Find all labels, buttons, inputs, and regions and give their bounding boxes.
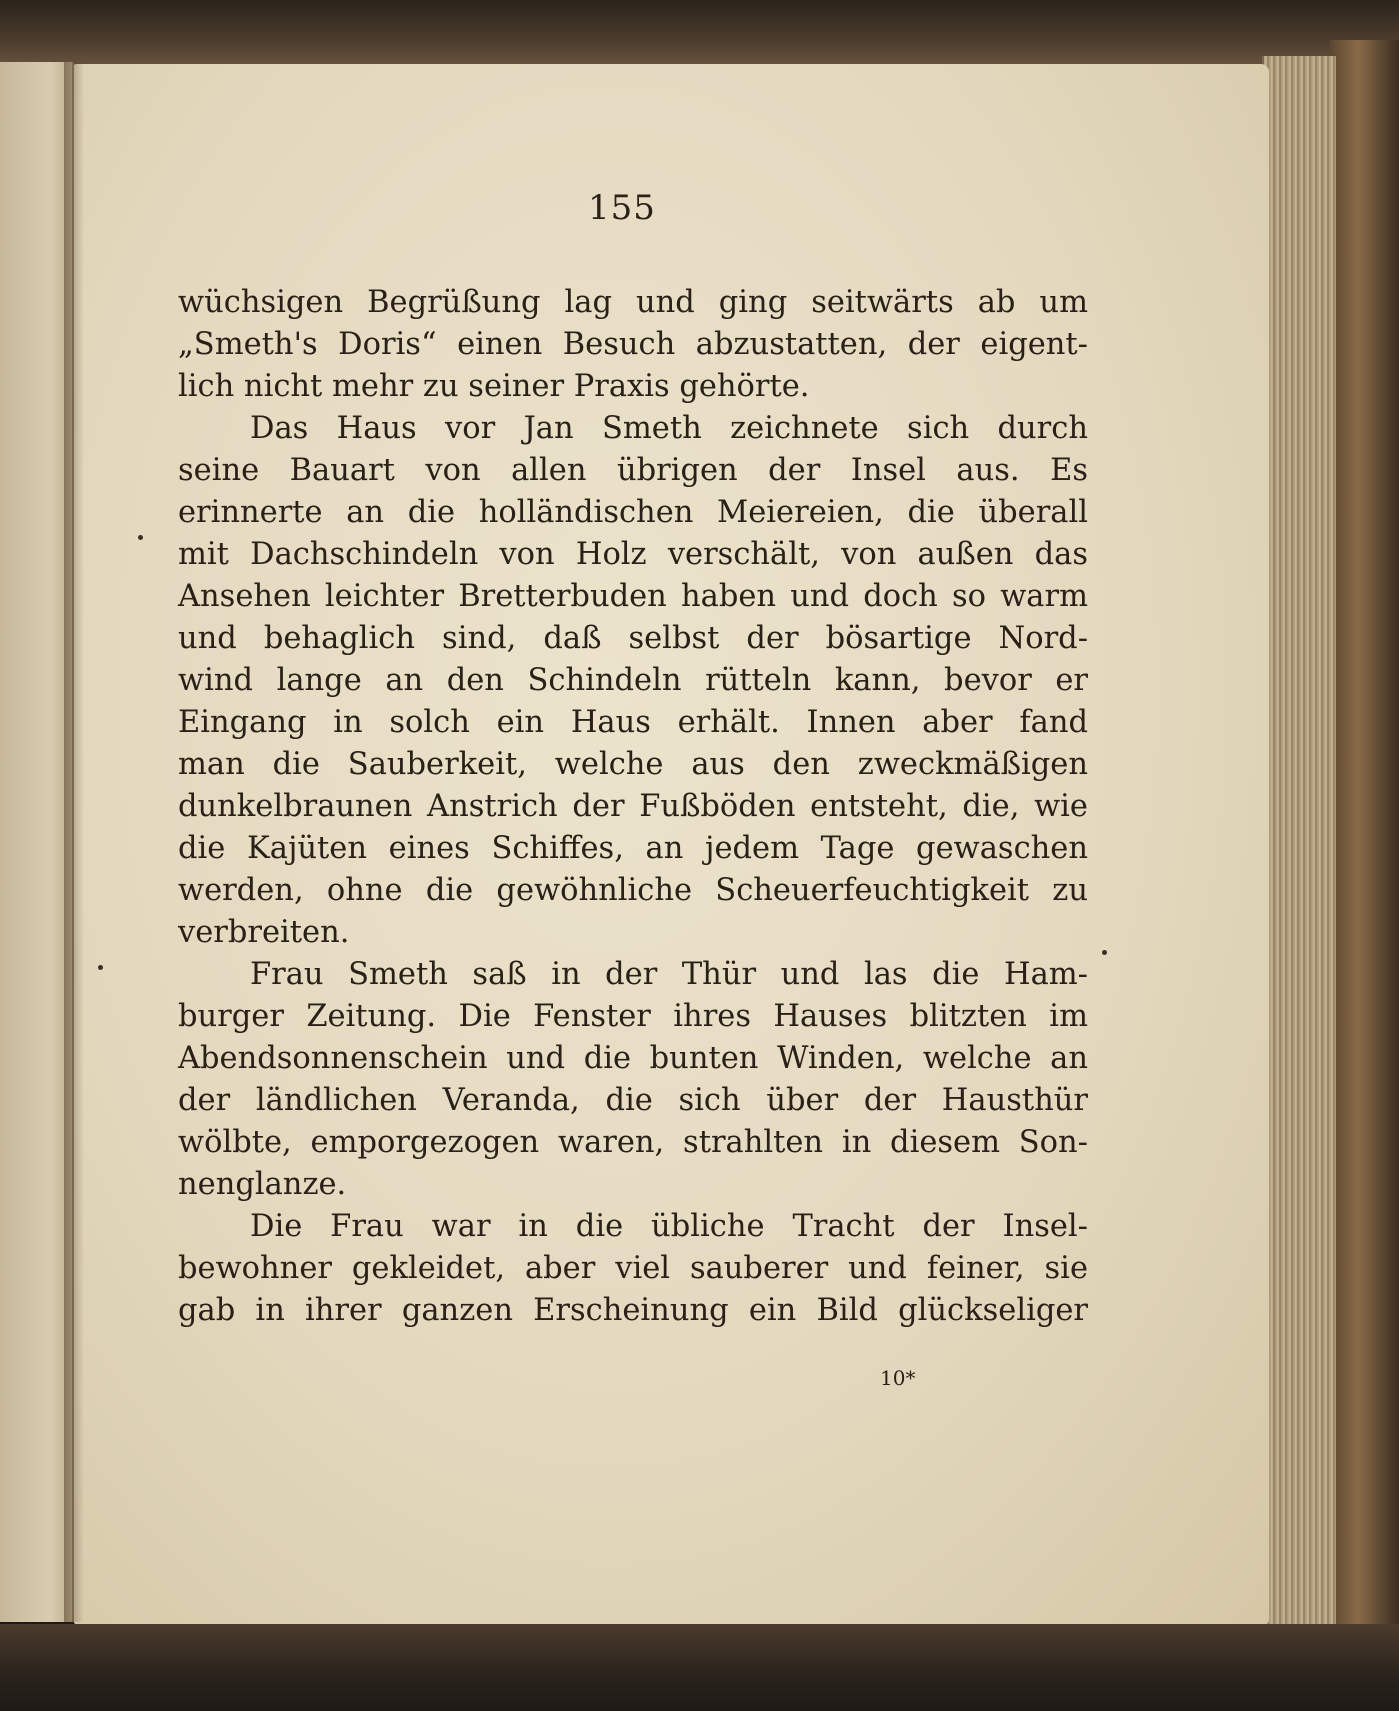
text-line: verbreiten.	[178, 915, 350, 950]
text-line: „Smeth's Doris“ einen Besuch abzustatten, der eigent-	[178, 327, 1088, 362]
text-line: erinnerte an die holländischen Meiereien, die überall	[178, 495, 1088, 530]
text-line: mit Dachschindeln von Holz verschält, von außen das	[178, 537, 1088, 572]
text-line: seine Bauart von allen übrigen der Insel aus. Es	[178, 453, 1088, 488]
book-cover-edge	[1330, 40, 1399, 1660]
text-line: Die Frau war in die übliche Tracht der Insel-	[250, 1209, 1088, 1244]
text-line: der ländlichen Veranda, die sich über der Hausthür	[178, 1083, 1088, 1118]
text-line: die Kajüten eines Schiffes, an jedem Tage gewaschen	[178, 831, 1088, 866]
text-line: bewohner gekleidet, aber viel sauberer und feiner, sie	[178, 1251, 1088, 1286]
text-line: dunkelbraunen Anstrich der Fußböden entsteht, die, wie	[178, 789, 1088, 824]
facing-page-edge	[0, 62, 74, 1622]
text-line: Eingang in solch ein Haus erhält. Innen aber fand	[178, 705, 1088, 740]
text-line: burger Zeitung. Die Fenster ihres Hauses blitzten im	[178, 999, 1088, 1034]
text-line: Ansehen leichter Bretterbuden haben und doch so warm	[178, 579, 1088, 614]
ink-speck	[138, 535, 143, 540]
book-cover-bottom	[0, 1624, 1399, 1711]
text-line: nenglanze.	[178, 1167, 347, 1202]
text-line: man die Sauberkeit, welche aus den zweckmäßigen	[178, 747, 1088, 782]
body-text	[178, 282, 1088, 1332]
book-cover-top	[0, 0, 1399, 70]
signature-mark: 10*	[880, 1366, 916, 1390]
text-line: gab in ihrer ganzen Erscheinung ein Bild glückseliger	[178, 1293, 1088, 1328]
page-number: 155	[588, 188, 656, 228]
text-line: Das Haus vor Jan Smeth zeichnete sich durch	[250, 411, 1088, 446]
text-line: wüchsigen Begrüßung lag und ging seitwärts ab um	[178, 285, 1088, 320]
text-line: Abendsonnenschein und die bunten Winden, welche an	[178, 1041, 1088, 1076]
text-line: lich nicht mehr zu seiner Praxis gehörte.	[178, 369, 810, 404]
gutter-shadow	[64, 62, 84, 1622]
ink-speck	[98, 965, 103, 970]
text-line: Frau Smeth saß in der Thür und las die Ham-	[250, 957, 1088, 992]
page-stack-edges	[1262, 56, 1336, 1636]
text-line: werden, ohne die gewöhnliche Scheuerfeuchtigkeit zu	[178, 873, 1088, 908]
text-line: wind lange an den Schindeln rütteln kann, bevor er	[178, 663, 1088, 698]
text-line: wölbte, emporgezogen waren, strahlten in diesem Son-	[178, 1125, 1088, 1160]
text-line: und behaglich sind, daß selbst der bösartige Nord-	[178, 621, 1088, 656]
ink-speck	[1102, 950, 1107, 955]
